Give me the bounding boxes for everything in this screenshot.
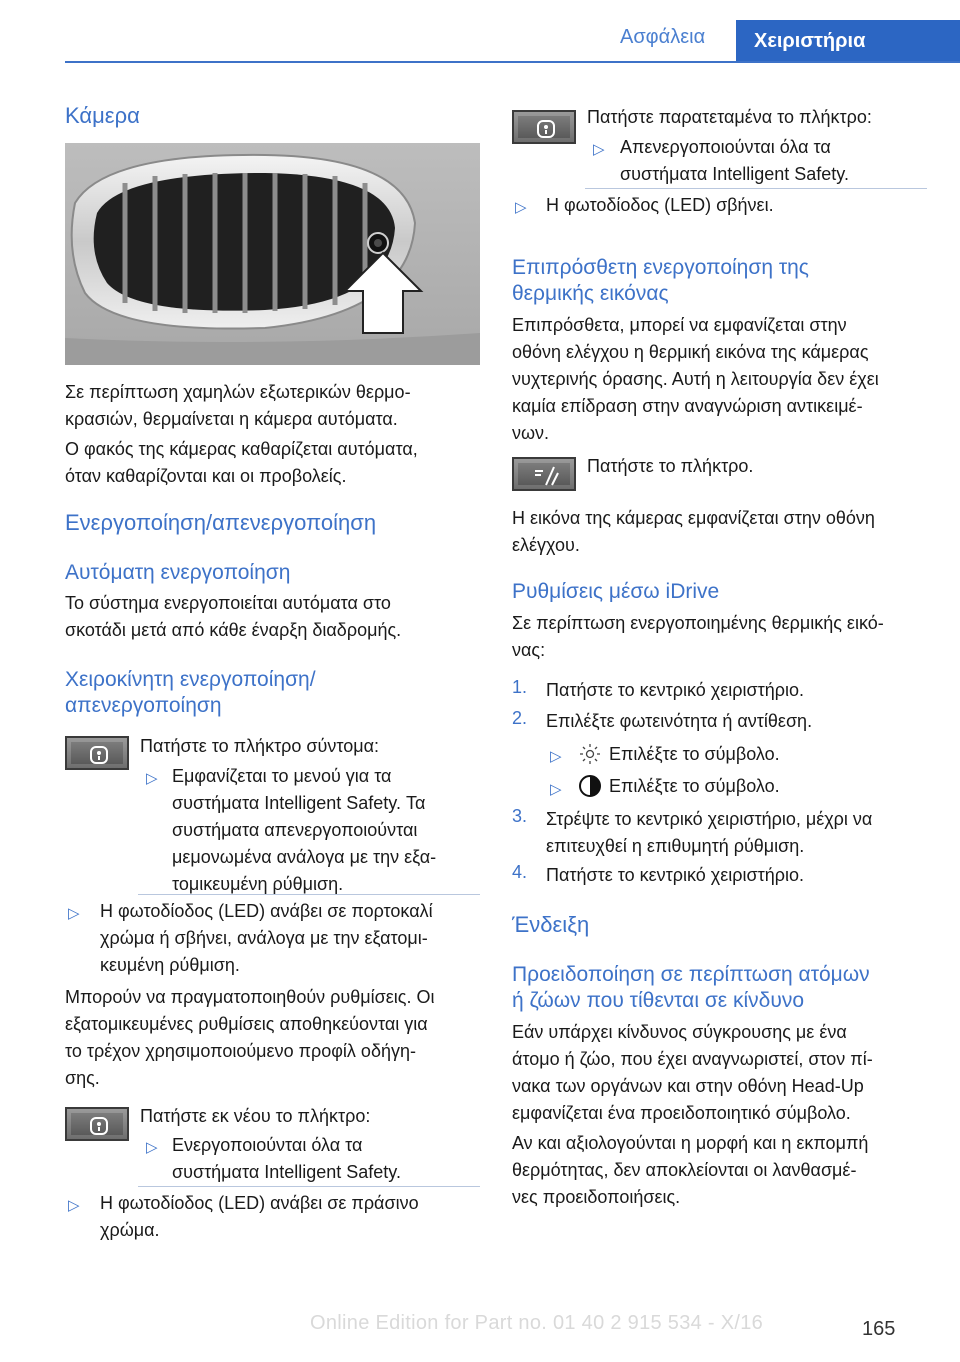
divider — [138, 894, 480, 895]
assist-button-icon — [512, 110, 576, 144]
assist-button-icon — [65, 736, 129, 770]
bullet-led-orange: Η φωτοδίοδος (LED) ανάβει σε πορτοκαλί χρώμα ή σβήνει, ανάλογα με την εξατομι- κευμένη ρύθμιση. — [100, 901, 433, 975]
bullet-led-off: Η φωτοδίοδος (LED) σβήνει. — [546, 195, 774, 215]
divider — [138, 1186, 480, 1187]
bullet-icon: ▷ — [68, 905, 80, 922]
heading-extra-thermal: Επιπρόσθετη ενεργοποίηση της θερμικής εικόνας — [512, 256, 809, 305]
step-2b: Επιλέξτε το σύμβολο. — [609, 776, 780, 796]
paragraph-settings: Μπορούν να πραγματοποιηθούν ρυθμίσεις. Οι εξατομικευμένες ρυθμίσεις αποθηκεύονται για το τρέχον χρησιμοποιούμενο προφίλ οδήγη- σης. — [65, 987, 435, 1088]
contrast-icon — [578, 774, 602, 798]
step-number: 2. — [512, 708, 528, 728]
bullet-menu-shown: Εμφανίζεται το μενού για τα συστήματα Intelligent Safety. Τα συστήματα απενεργοποιούνται μεμονωμένα ανάλογα με την εξα- τομικευμένη ρύθμιση. — [172, 766, 437, 894]
instruction-press-long: Πατήστε παρατεταμένα το πλήκτρο: — [587, 107, 872, 127]
divider — [585, 188, 927, 189]
bullet-icon: ▷ — [68, 1197, 80, 1214]
bullet-icon: ▷ — [146, 1139, 158, 1156]
header-rule — [65, 61, 960, 63]
instruction-press-again: Πατήστε εκ νέου το πλήκτρο: — [140, 1106, 371, 1126]
step-number: 1. — [512, 677, 528, 697]
heading-activation: Ενεργοποίηση/απενεργοποίηση — [65, 510, 377, 535]
bullet-icon: ▷ — [515, 199, 527, 216]
paragraph-heating: Σε περίπτωση χαμηλών εξωτερικών θερμο- κρασιών, θερμαίνεται η κάμερα αυτόματα. — [65, 382, 411, 429]
step-3: Στρέψτε το κεντρικό χειριστήριο, μέχρι να επιτευχθεί η επιθυμητή ρύθμιση. — [546, 809, 873, 856]
heading-idrive-settings: Ρυθμίσεις μέσω iDrive — [512, 580, 720, 603]
paragraph-auto: Το σύστημα ενεργοποιείται αυτόματα στο σκοτάδι μετά από κάθε έναρξη διαδρομής. — [65, 593, 402, 640]
step-1: Πατήστε το κεντρικό χειριστήριο. — [546, 680, 804, 700]
bullet-led-green: Η φωτοδίοδος (LED) ανάβει σε πράσινο χρώμα. — [100, 1193, 419, 1240]
step-number: 4. — [512, 862, 528, 882]
step-4: Πατήστε το κεντρικό χειριστήριο. — [546, 865, 804, 885]
paragraph-cleaning: Ο φακός της κάμερας καθαρίζεται αυτόματα, όταν καθαρίζονται και οι προβολείς. — [65, 439, 418, 486]
paragraph-false-warnings: Αν και αξιολογούνται η μορφή και η εκπομπή θερμότητας, δεν αποκλείονται οι λανθασμέ- νες προειδοποιήσεις. — [512, 1133, 869, 1207]
brightness-icon — [578, 742, 602, 766]
instruction-press-key: Πατήστε το πλήκτρο. — [587, 456, 754, 476]
instruction-press-short: Πατήστε το πλήκτρο σύντομα: — [140, 736, 380, 756]
bullet-icon: ▷ — [593, 141, 605, 158]
heading-warning: Προειδοποίηση σε περίπτωση ατόμων ή ζώων που τίθενται σε κίνδυνο — [512, 963, 870, 1012]
paragraph-image-shown: Η εικόνα της κάμερας εμφανίζεται στην οθόνη ελέγχου. — [512, 508, 875, 555]
paragraph-warning: Εάν υπάρχει κίνδυνος σύγκρουσης με ένα άτομο ή ζώο, που έχει αναγνωριστεί, στον πί- νακα των οργάνων και στην οθόνη Head-Up εμφανίζεται ένα προειδοποιητικό σύμβολο. — [512, 1022, 873, 1123]
step-number: 3. — [512, 806, 528, 826]
night-vision-button-icon — [512, 457, 576, 491]
camera-grille-photo — [65, 143, 480, 365]
bullet-icon: ▷ — [146, 770, 158, 787]
tab-controls[interactable]: Χειριστήρια — [736, 20, 960, 63]
paragraph-thermal: Επιπρόσθετα, μπορεί να εμφανίζεται στην οθόνη ελέγχου η θερμική εικόνα της κάμερας νυχτερινής όρασης. Αυτή η λειτουργία δεν έχει καμία επίδραση στην αναγνώριση αντικειμέ- νων. — [512, 315, 879, 443]
heading-manual-activation: Χειροκίνητη ενεργοποίηση/ απενεργοποίηση — [65, 668, 316, 717]
footer-edition: Online Edition for Part no. 01 40 2 915 534 - X/16 — [310, 1312, 764, 1334]
page-number: 165 — [862, 1318, 896, 1340]
step-2a: Επιλέξτε το σύμβολο. — [609, 744, 780, 764]
heading-auto-activation: Αυτόματη ενεργοποίηση — [65, 561, 291, 584]
bullet-all-disabled: Απενεργοποιούνται όλα τα συστήματα Intelligent Safety. — [620, 137, 849, 184]
paragraph-idrive: Σε περίπτωση ενεργοποιημένης θερμικής εικό- νας: — [512, 613, 884, 660]
section-title-camera: Κάμερα — [65, 103, 140, 128]
step-2: Επιλέξτε φωτεινότητα ή αντίθεση. — [546, 711, 813, 731]
tab-safety[interactable]: Ασφάλεια — [620, 26, 706, 48]
bullet-icon: ▷ — [550, 748, 562, 765]
assist-button-icon — [65, 1107, 129, 1141]
bullet-all-enabled: Ενεργοποιούνται όλα τα συστήματα Intelligent Safety. — [172, 1135, 401, 1182]
bullet-icon: ▷ — [550, 781, 562, 798]
heading-display: Ένδειξη — [512, 912, 590, 937]
